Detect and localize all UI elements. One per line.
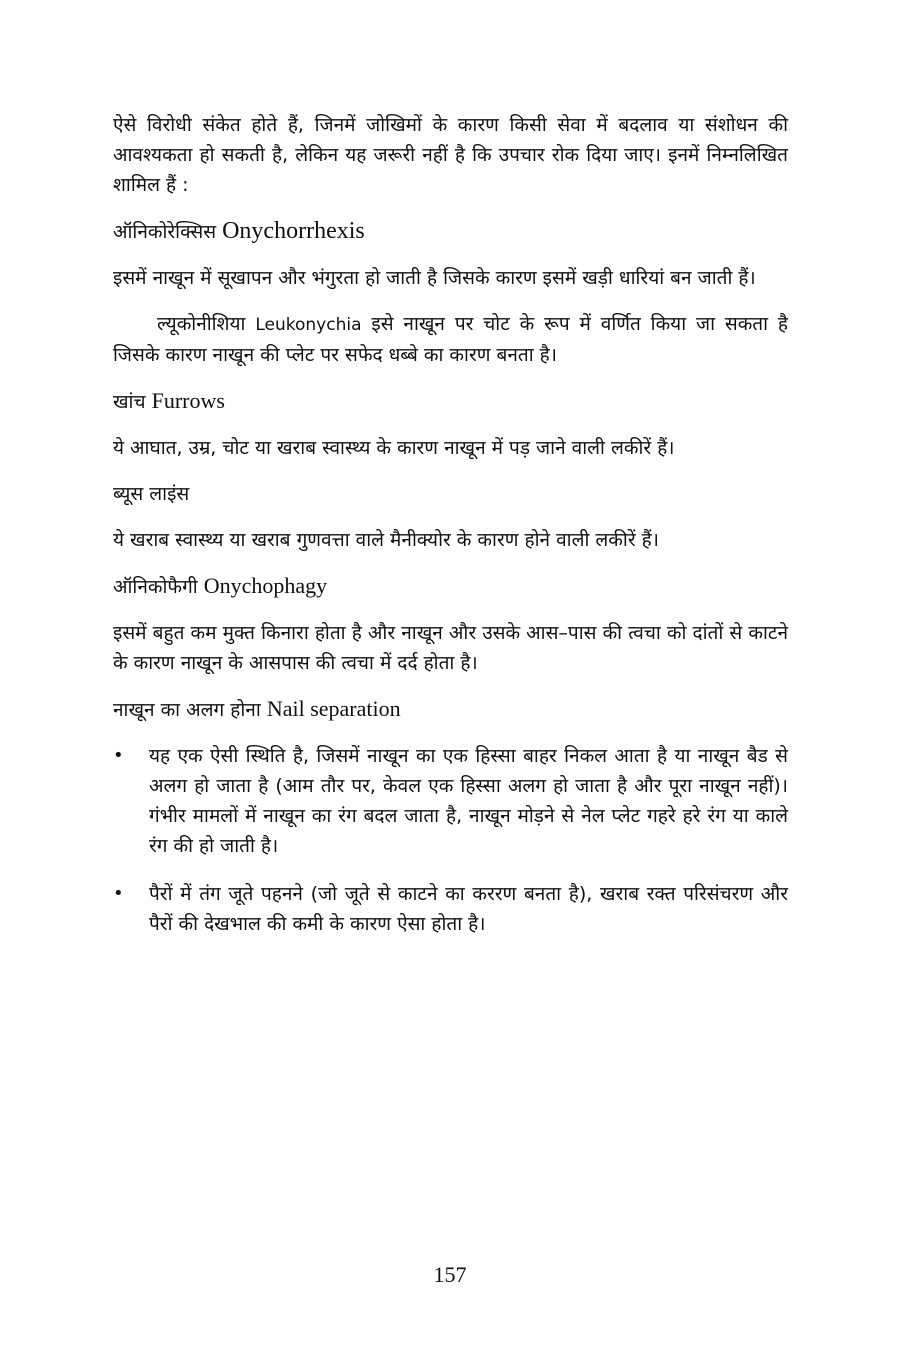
heading-english: Onychophagy	[203, 573, 328, 598]
heading-hindi: नाखून का अलग होना	[113, 699, 261, 721]
list-item	[113, 741, 788, 861]
leukonychia-term-english: Leukonychia	[255, 315, 362, 335]
leukonychia-term-hindi: ल्यूकोनीशिया	[157, 313, 246, 335]
heading-hindi: ब्यूस लाइंस	[113, 483, 190, 505]
list-item-text: पैरों में तंग जूते पहनने (जो जूते से काटने का कररण बनता है), खराब रक्त परिसंचरण और पैरों की देखभाल की कमी के कारण ऐसा होता है।	[149, 883, 788, 935]
heading-hindi: खांच	[113, 391, 146, 413]
leukonychia-paragraph	[113, 309, 788, 370]
document-page	[113, 110, 788, 957]
furrows-paragraph: ये आघात, उम्र, चोट या खराब स्वास्थ्य के कारण नाखून में पड़ जाने वाली लकीरें हैं।	[113, 437, 675, 459]
list-item-text: यह एक ऐसी स्थिति है, जिसमें नाखून का एक हिस्सा बाहर निकल आता है या नाखून बैड से अलग हो जाता है (आम तौर पर, केवल एक हिस्सा अलग हो जाता है और पूरा नाखून नहीं)। गंभीर मामलों में नाखून का रंग बदल जाता है, नाखून मोड़ने से नेल प्लेट गहरे हरे रंग या काले रंग की हो जाती है।	[149, 745, 788, 857]
section-heading-furrows	[113, 386, 788, 417]
section-heading-onychophagy	[113, 571, 788, 602]
section-heading-nail-separation	[113, 694, 788, 725]
heading-english: Onychorrhexis	[222, 218, 365, 244]
page-number: 157	[433, 1262, 467, 1287]
heading-english: Furrows	[151, 388, 225, 413]
bullet-icon: •	[113, 745, 124, 766]
onychophagy-paragraph: इसमें बहुत कम मुक्त किनारा होता है और नाखून और उसके आस–पास की त्वचा को दांतों से काटने के कारण नाखून के आसपास की त्वचा में दर्द होता है।	[113, 622, 788, 674]
list-item	[113, 879, 788, 939]
heading-english: Nail separation	[266, 696, 401, 721]
section-heading-onychorrhexis	[113, 216, 788, 247]
heading-hindi: ऑनिकोरेक्सिस	[113, 221, 217, 243]
heading-hindi: ऑनिकोफैगी	[113, 576, 198, 598]
intro-paragraph: ऐसे विरोधी संकेत होते हैं, जिनमें जोखिमों के कारण किसी सेवा में बदलाव या संशोधन की आवश्यकता हो सकती है, लेकिन यह जरूरी नहीं है कि उपचार रोक दिया जाए। इनमें निम्नलिखित शामिल हैं :	[113, 114, 788, 196]
section-heading-beaus-lines	[113, 479, 788, 509]
nail-separation-list	[113, 741, 788, 939]
bullet-icon: •	[113, 883, 124, 904]
leukonychia-text: इसे नाखून पर चोट के रूप में वर्णित किया जा सकता है जिसके कारण नाखून की प्लेट पर सफेद धब्बे का कारण बनता है।	[113, 313, 789, 366]
onychorrhexis-paragraph: इसमें नाखून में सूखापन और भंगुरता हो जाती है जिसके कारण इसमें खड़ी धारियां बन जाती हैं।	[113, 267, 756, 289]
beaus-lines-paragraph: ये खराब स्वास्थ्य या खराब गुणवत्ता वाले मैनीक्योर के कारण होने वाली लकीरें हैं।	[113, 529, 659, 551]
